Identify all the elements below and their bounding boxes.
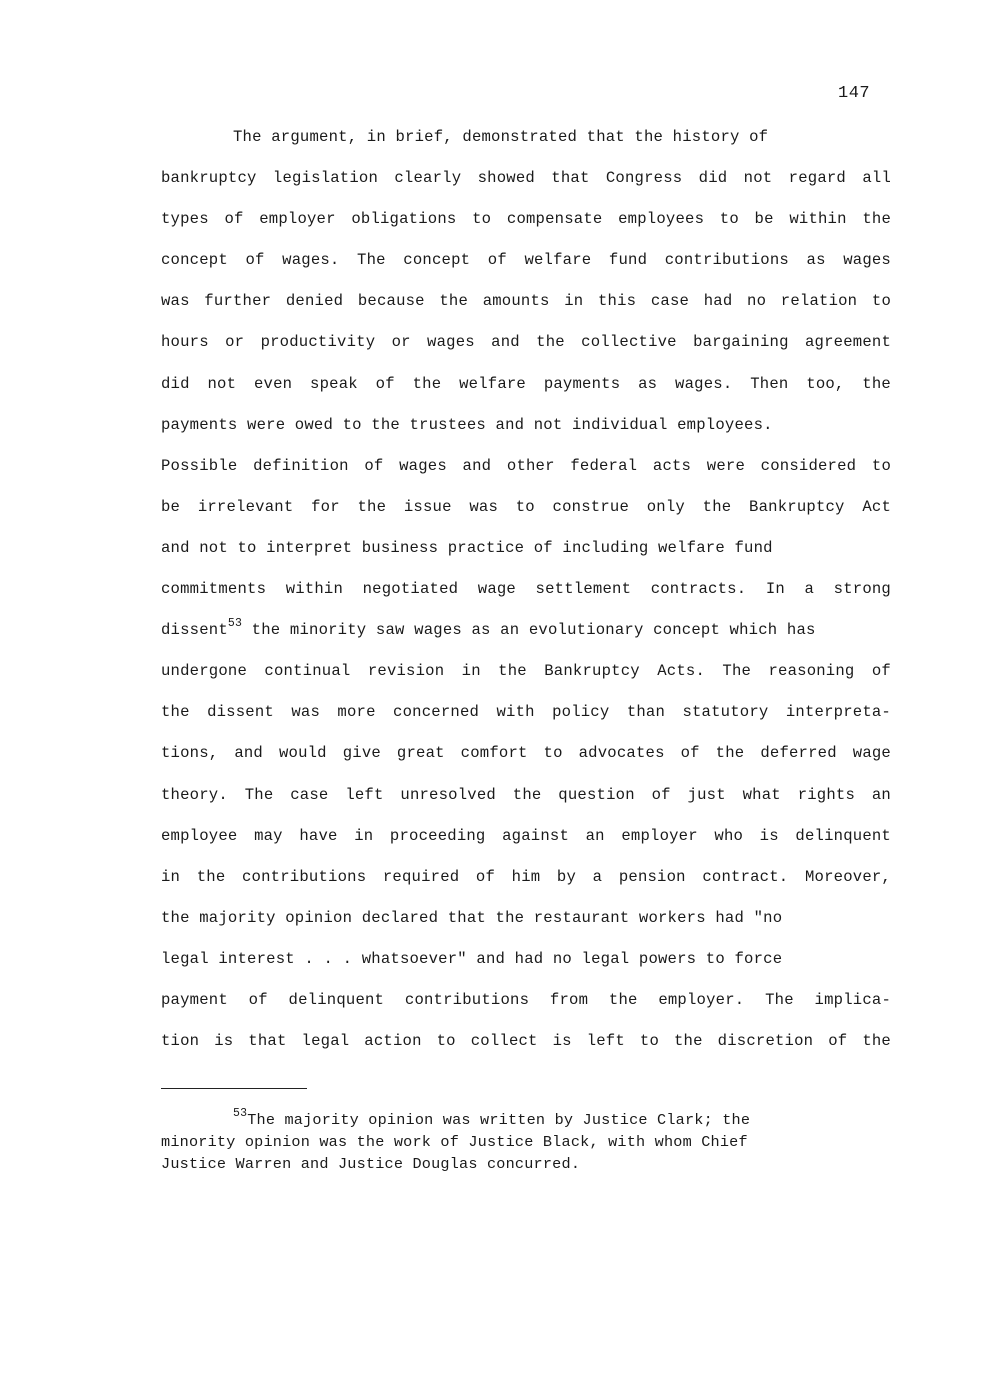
body-line-8: payments were owed to the trustees and not individual employees. [161, 415, 773, 434]
footnote-line-3: Justice Warren and Justice Douglas concurred. [161, 1155, 581, 1173]
footnote-line-2: minority opinion was the work of Justice Black, with whom Chief [161, 1133, 748, 1151]
footnote-divider [161, 1088, 307, 1089]
body-line-20: the majority opinion declared that the restaurant workers had "no [161, 908, 783, 927]
body-line-19: in the contributions required of him by a pension contract. Moreover, [161, 867, 891, 886]
body-line-14: undergone continual revision in the Bankruptcy Acts. The reasoning of [161, 662, 891, 681]
body-line-15: the dissent was more concerned with policy than statutory interpreta- [161, 703, 891, 722]
footnote-number: 53 [233, 1107, 248, 1120]
body-line-21: legal interest . . . whatsoever" and had no legal powers to force [161, 949, 783, 968]
body-line-5: was further denied because the amounts in this case had no relation to [161, 292, 891, 311]
body-line-17: theory. The case left unresolved the question of just what rights an [161, 785, 891, 804]
body-line-7: did not even speak of the welfare payments as wages. Then too, the [161, 374, 891, 393]
body-line-6: hours or productivity or wages and the collective bargaining agreement [161, 333, 891, 352]
body-line-13-dissent [161, 610, 891, 651]
footnote-reference-53[interactable]: 53 [227, 617, 243, 631]
dissent-line-rest: the minority saw wages as an evolutionary concept which has [242, 621, 816, 640]
body-text [161, 117, 891, 1062]
body-line-3: types of employer obligations to compensate employees to be within the [161, 210, 891, 229]
body-line-22: payment of delinquent contributions from the employer. The implica- [161, 990, 891, 1009]
body-line-11: and not to interpret business practice of including welfare fund [161, 538, 773, 557]
dissent-word: dissent [161, 621, 228, 640]
body-line-16: tions, and would give great comfort to advocates of the deferred wage [161, 744, 891, 763]
body-line-10: be irrelevant for the issue was to construe only the Bankruptcy Act [161, 497, 891, 516]
page-number: 147 [838, 84, 871, 103]
body-line-9: Possible definition of wages and other federal acts were considered to [161, 456, 891, 475]
body-line-12: commitments within negotiated wage settlement contracts. In a strong [161, 580, 891, 599]
footnote-line-1 [161, 1109, 891, 1131]
body-line-23: tion is that legal action to collect is left to the discretion of the [161, 1032, 891, 1051]
body-line-4: concept of wages. The concept of welfare fund contributions as wages [161, 251, 891, 270]
body-line-2: bankruptcy legislation clearly showed that Congress did not regard all [161, 169, 891, 188]
footnote-line-1-text: The majority opinion was written by Justice Clark; the [247, 1111, 751, 1129]
body-line-18: employee may have in proceeding against an employer who is delinquent [161, 826, 891, 845]
footnote-53 [161, 1109, 891, 1175]
body-line-1: The argument, in brief, demonstrated that the history of [233, 128, 769, 146]
